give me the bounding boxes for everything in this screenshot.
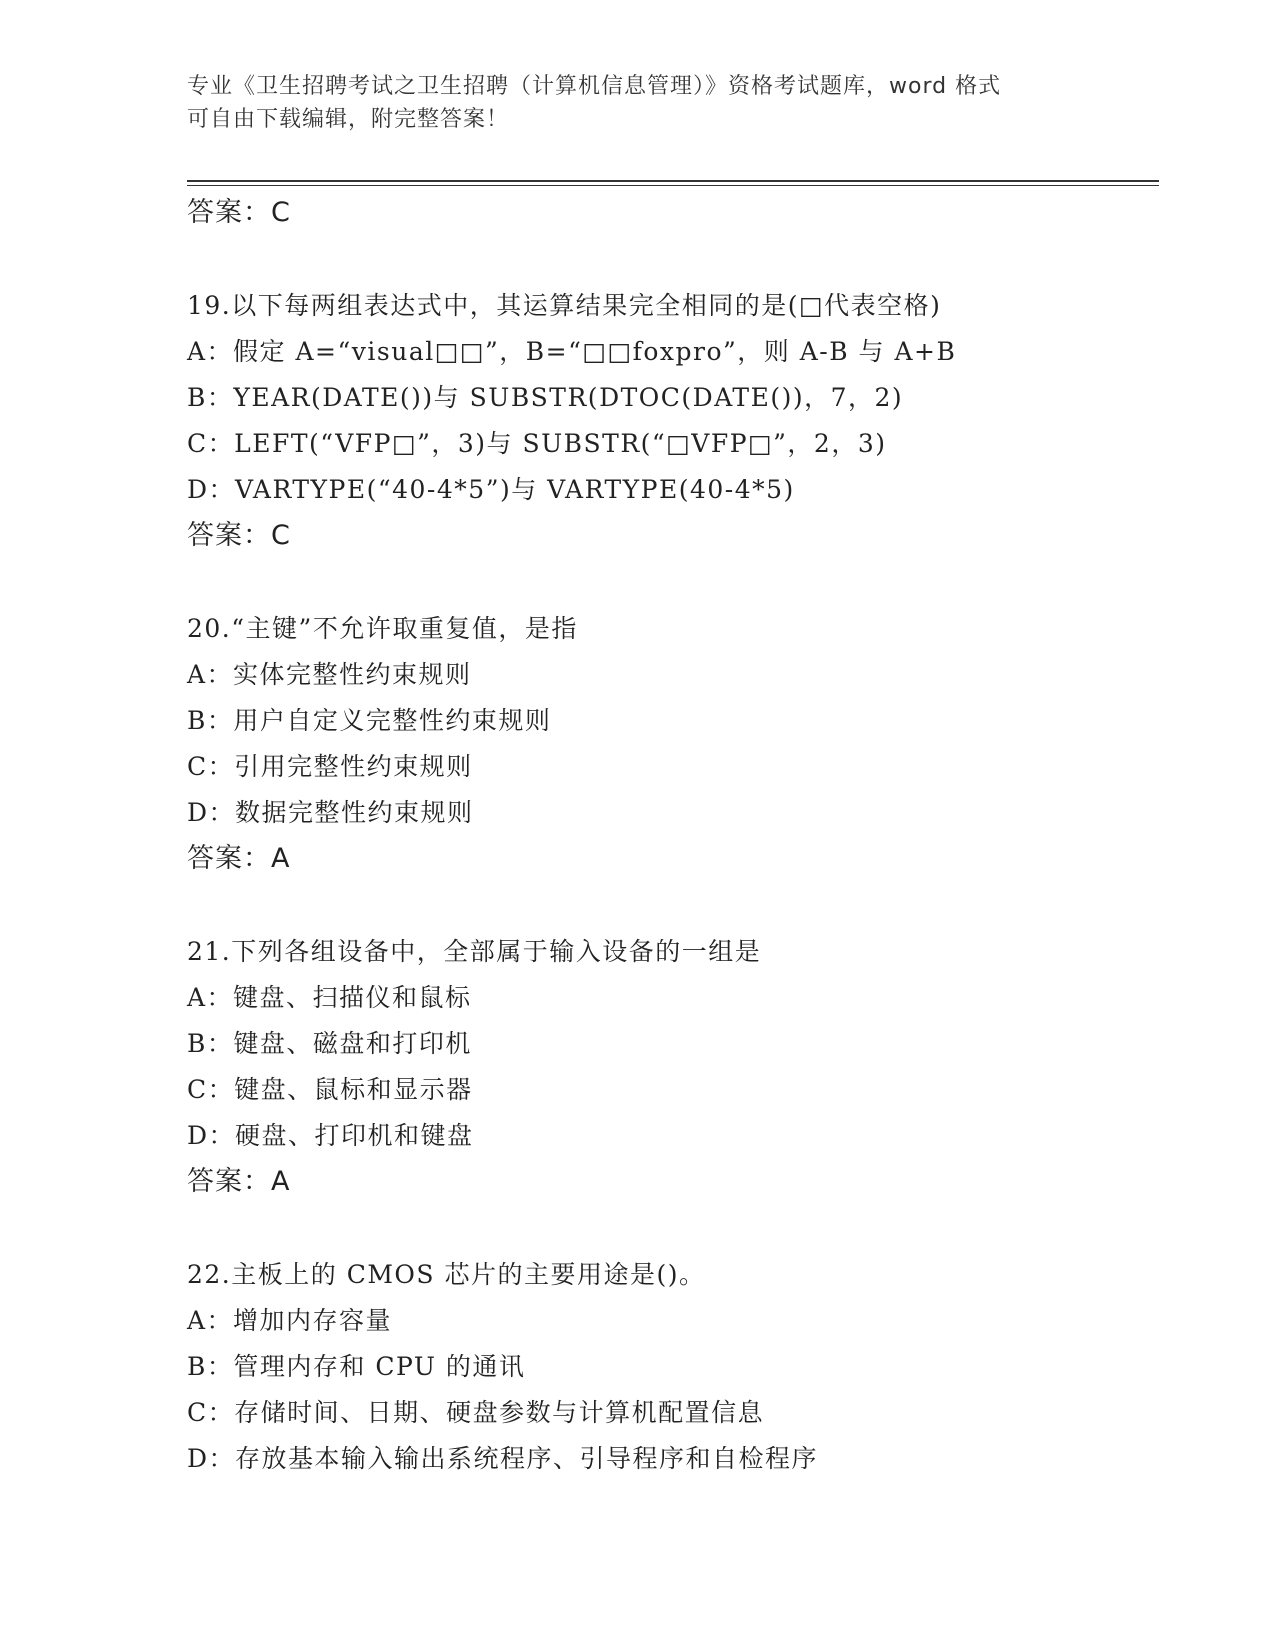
option-a: A：假定 A=“visual□□”，B=“□□foxpro”，则 A-B 与 A+B <box>187 337 957 366</box>
question-list <box>187 190 1147 1482</box>
option-c: C：键盘、鼠标和显示器 <box>187 1075 473 1104</box>
header-divider-thick <box>187 180 1159 182</box>
option-b: B：YEAR(DATE())与 SUBSTR(DTOC(DATE())，7，2) <box>187 383 904 412</box>
answer-line: 答案：C <box>187 520 291 551</box>
question-stem: 20.“主键”不允许取重复值，是指 <box>187 614 578 643</box>
answer-line: 答案：C <box>187 197 291 228</box>
header-line-2: 可自由下载编辑，附完整答案！ <box>187 107 510 132</box>
spacer <box>187 1205 1147 1252</box>
answer-line: 答案：A <box>187 843 291 874</box>
option-c: C：LEFT(“VFP□”，3)与 SUBSTR(“□VFP□”，2，3) <box>187 429 887 458</box>
option-b: B：管理内存和 CPU 的通讯 <box>187 1352 526 1381</box>
option-b: B：用户自定义完整性约束规则 <box>187 706 552 735</box>
header-line-1: 专业《卫生招聘考试之卫生招聘（计算机信息管理）》资格考试题库，word 格式 <box>187 74 1002 99</box>
spacer <box>187 236 1147 283</box>
question-stem: 22.主板上的 CMOS 芯片的主要用途是()。 <box>187 1260 706 1289</box>
option-a: A：增加内存容量 <box>187 1306 393 1335</box>
question-19 <box>187 283 1147 559</box>
option-b: B：键盘、磁盘和打印机 <box>187 1029 472 1058</box>
document-header <box>187 70 1087 136</box>
header-divider-thin <box>187 185 1159 186</box>
question-22 <box>187 1252 1147 1482</box>
spacer <box>187 882 1147 929</box>
option-c: C：引用完整性约束规则 <box>187 752 473 781</box>
option-d: D：存放基本输入输出系统程序、引导程序和自检程序 <box>187 1444 819 1473</box>
option-d: D：VARTYPE(“40-4*5”)与 VARTYPE(40-4*5) <box>187 475 795 504</box>
option-d: D：硬盘、打印机和键盘 <box>187 1121 474 1150</box>
option-a: A：键盘、扫描仪和鼠标 <box>187 983 472 1012</box>
answer-line: 答案：A <box>187 1166 291 1197</box>
option-d: D：数据完整性约束规则 <box>187 798 474 827</box>
option-c: C：存储时间、日期、硬盘参数与计算机配置信息 <box>187 1398 765 1427</box>
question-stem: 19.以下每两组表达式中，其运算结果完全相同的是(□代表空格) <box>187 291 942 320</box>
spacer <box>187 559 1147 606</box>
question-20 <box>187 606 1147 882</box>
question-21 <box>187 929 1147 1205</box>
option-a: A：实体完整性约束规则 <box>187 660 472 689</box>
question-stem: 21.下列各组设备中，全部属于输入设备的一组是 <box>187 937 762 966</box>
